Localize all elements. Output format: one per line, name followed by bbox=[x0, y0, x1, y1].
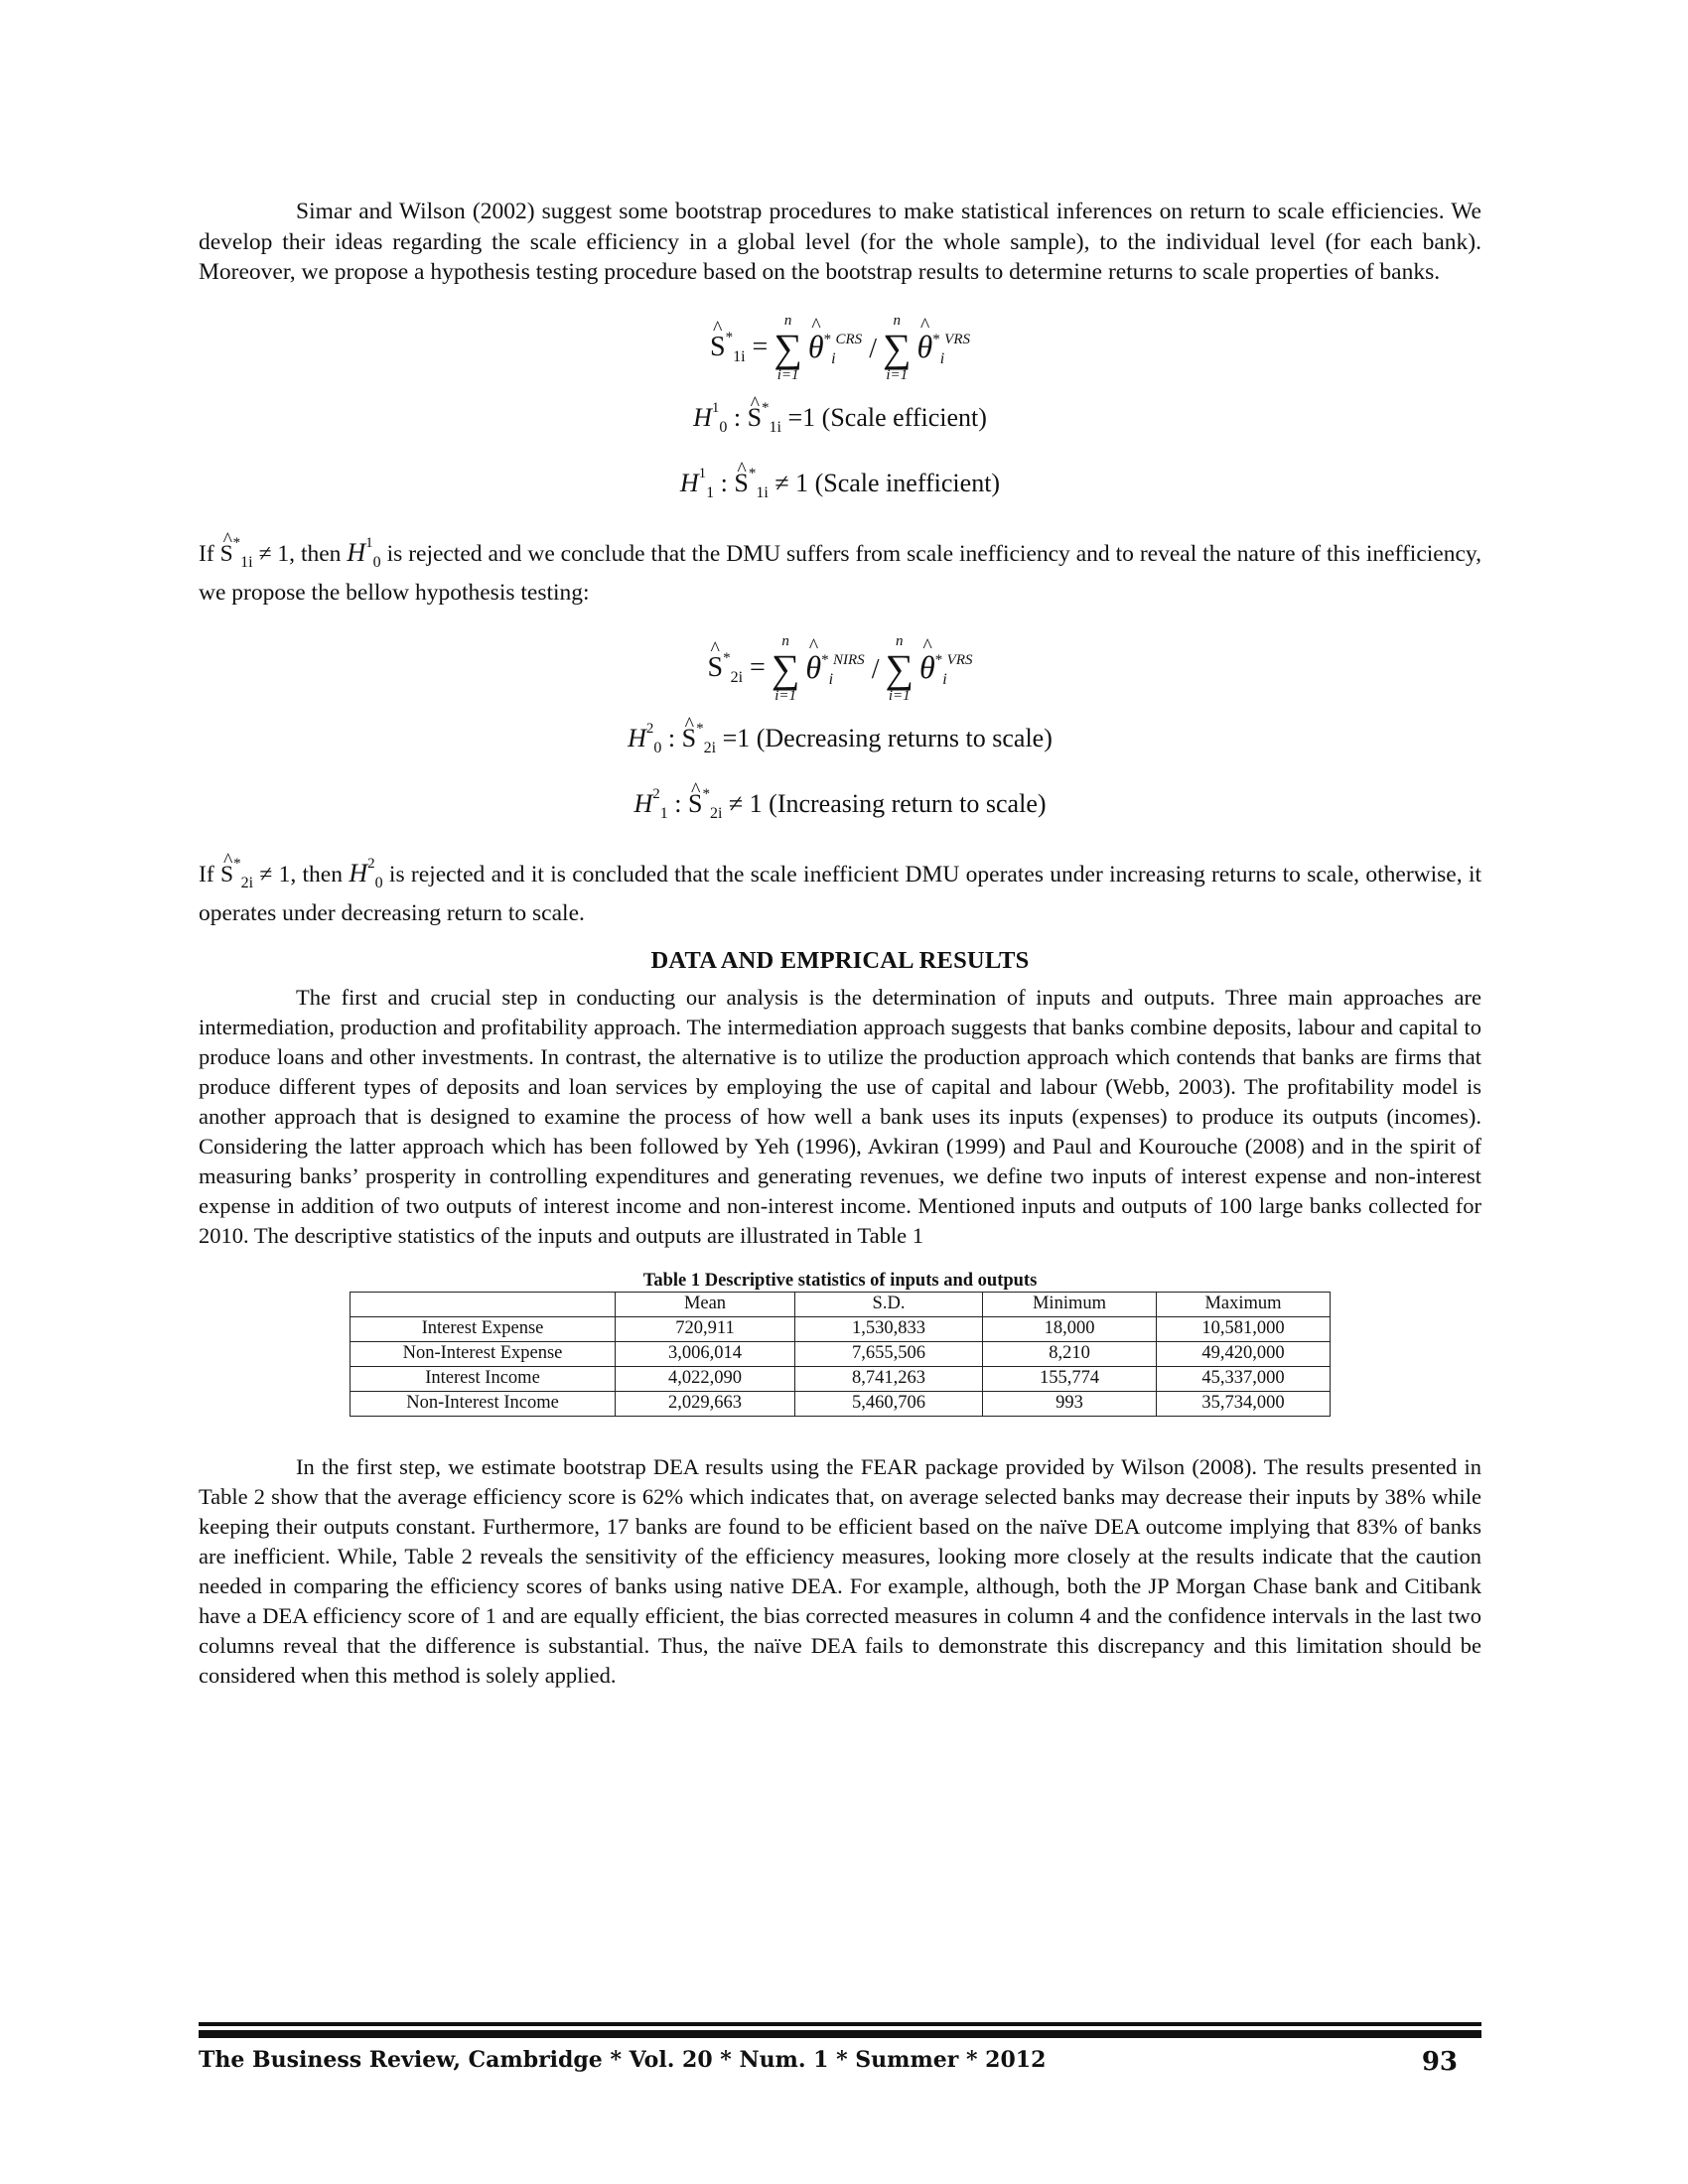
table-cell: 35,734,000 bbox=[1157, 1391, 1331, 1416]
text-then: ≠ 1, then bbox=[258, 540, 342, 567]
h-sup: 2 bbox=[645, 720, 654, 737]
equation-scale-efficiency-2: ^ $S^*_{2i}$ = n ∑ i=1 ^ $\theta^*_i^{NIRS}$ / n ∑ i=1 ^ $\theta^*_i^{VRS}$ bbox=[199, 634, 1481, 704]
eq1-lower-limit: i=1 bbox=[776, 366, 799, 383]
table-cell: 8,210 bbox=[983, 1341, 1157, 1366]
table-header-cell: S.D. bbox=[795, 1292, 983, 1316]
paragraph-rejection-1: If ^ $S^*_{1i} \ne 1$, then $H^1_0$ is rejected and we conclude that the DMU suffers from scale inefficiency and to reveal the nature of this inefficiency, we propose the bellow hypothesis testing: bbox=[199, 528, 1481, 609]
summation-denominator-2: n ∑ i=1 bbox=[885, 632, 914, 704]
table-cell: 49,420,000 bbox=[1157, 1341, 1331, 1366]
text-then: ≠ 1, then bbox=[259, 861, 343, 887]
s-sub: 1i bbox=[769, 418, 781, 436]
eq1-upper-limit-2: n bbox=[893, 312, 901, 329]
paragraph-data: The first and crucial step in conducting our analysis is the determination of inputs and outputs. Three main approaches are intermediation, production and profitability approach. The intermediation approach suggests that banks combine deposits, labour and capital to produce loans and other investments. In contrast, the alternative is to utilize the production approach which contends that banks are firms that produce different types of deposits and loan services by employing the use of capital and labour (Webb, 2003). The profitability model is another approach that is designed to examine the process of how well a bank uses its inputs (expenses) to produce its outputs (incomes). Considering the latter approach which has been followed by Yeh (1996), Avkiran (1999) and Paul and Kourouche (2008) and in the spirit of measuring banks’ prosperity in controlling expenditures and generating revenues, we define two inputs of interest expense and non-interest expense in addition of two outputs of interest income and non-interest income. Mentioned inputs and outputs of 100 large banks collected for 2010. The descriptive statistics of the inputs and outputs are illustrated in Table 1 bbox=[199, 984, 1481, 1248]
eq1-vrs-label: VRS bbox=[944, 331, 970, 347]
section-heading: DATA AND EMPRICAL RESULTS bbox=[650, 946, 1030, 974]
table-header-cell: Mean bbox=[616, 1292, 795, 1316]
table-header-row bbox=[351, 1292, 1331, 1316]
s-hat-symbol: ^ S bbox=[710, 332, 726, 363]
hypothesis-h1-1: $H^1_1$ : ^ $S^*_{1i} \ne 1$ (Scale inefficient) bbox=[199, 451, 1481, 516]
table-cell: 155,774 bbox=[983, 1366, 1157, 1391]
eq1-theta-sup: * bbox=[823, 331, 832, 347]
equation-scale-efficiency-1: ^ $S^*_{1i}$ = n ∑ i=1 ^ $\theta^*_i^{CRS}$ / n ∑ i=1 ^ $\theta^*_i^{VRS}$ bbox=[199, 314, 1481, 383]
table-cell: Non-Interest Expense bbox=[351, 1341, 616, 1366]
text-if: If bbox=[199, 861, 214, 887]
h-sub: 1 bbox=[659, 804, 668, 822]
h-sub: 0 bbox=[719, 418, 728, 436]
eq2-nirs-label: NIRS bbox=[833, 651, 865, 668]
eq1-lower-limit-2: i=1 bbox=[886, 366, 909, 383]
page-body bbox=[199, 197, 1481, 1691]
s-sub: 2i bbox=[709, 804, 723, 822]
paragraph-results: In the first step, we estimate bootstrap DEA results using the FEAR package provided by Wilson (2008). The results presented in Table 2 show that the average efficiency score is 62% which indicates that, on average selected banks may decrease their inputs by 38% while keeping their outputs constant. Furthermore, 17 banks are found to be efficient based on the naïve DEA outcome implying that 83% of banks are inefficient. While, Table 2 reveals the sensitivity of the efficiency measures, looking more closely at the results indicate that the caution needed in comparing the efficiency scores of banks using native DEA. For example, although, both the JP Morgan Chase bank and Citibank have a DEA efficiency score of 1 and are equally efficient, the bias corrected measures in column 4 and the confidence intervals in the last two columns reveal that the difference is substantial. Thus, the naïve DEA fails to demonstrate this discrepancy and this limitation should be considered when this method is solely applied. bbox=[199, 1453, 1481, 1688]
page-number: 93 bbox=[1421, 2047, 1458, 2077]
eq2-upper-limit: n bbox=[781, 632, 789, 649]
table-caption: Table 1 Descriptive statistics of inputs and outputs bbox=[642, 1270, 1038, 1291]
table-cell: 1,530,833 bbox=[795, 1316, 983, 1341]
table-cell: 8,741,263 bbox=[795, 1366, 983, 1391]
table-row bbox=[351, 1366, 1331, 1391]
eq1-upper-limit: n bbox=[783, 312, 792, 329]
hypothesis-h2-0: $H^2_0$ : ^ $S^*_{2i} =1$ (Decreasing returns to scale) bbox=[199, 706, 1481, 771]
table-1 bbox=[199, 1271, 1481, 1417]
eq1-lhs-sup: * bbox=[725, 330, 734, 345]
eq1-theta-sub: i bbox=[831, 349, 836, 367]
eq1-crs-label: CRS bbox=[835, 331, 863, 347]
paragraph-intro: Simar and Wilson (2002) suggest some bootstrap procedures to make statistical inferences on return to scale efficiencies. We develop their ideas regarding the scale efficiency in a global level (for the whole sample), to the individual level (for each bank). Moreover, we propose a hypothesis testing procedure based on the bootstrap results to determine returns to scale properties of banks. bbox=[199, 199, 1481, 285]
text-conclusion: is rejected and it is concluded that the scale inefficient DMU operates under increasing returns to scale, otherwise, it operates under decreasing return to scale. bbox=[199, 861, 1482, 926]
hypothesis-text: =1 (Decreasing returns to scale) bbox=[722, 723, 1053, 752]
text-if: If bbox=[199, 540, 214, 567]
table-cell: 10,581,000 bbox=[1157, 1316, 1331, 1341]
table-cell: 5,460,706 bbox=[795, 1391, 983, 1416]
hypothesis-text: ≠ 1 (Increasing return to scale) bbox=[728, 788, 1047, 818]
table-header-cell bbox=[351, 1292, 616, 1316]
eq2-lower-limit-2: i=1 bbox=[888, 687, 911, 704]
eq1-theta-sup-2: * bbox=[932, 331, 940, 347]
table-row bbox=[351, 1391, 1331, 1416]
table-row bbox=[351, 1341, 1331, 1366]
hypothesis-set-1 bbox=[199, 385, 1481, 516]
eq2-vrs-label: VRS bbox=[946, 651, 973, 668]
eq1-theta-sub-2: i bbox=[939, 349, 945, 367]
table-cell: 720,911 bbox=[616, 1316, 795, 1341]
table-cell: 45,337,000 bbox=[1157, 1366, 1331, 1391]
table-cell: 18,000 bbox=[983, 1316, 1157, 1341]
table-header-cell: Maximum bbox=[1157, 1292, 1331, 1316]
summation-numerator-2: n ∑ i=1 bbox=[771, 632, 800, 704]
table-row bbox=[351, 1316, 1331, 1341]
eq2-upper-limit-2: n bbox=[895, 632, 904, 649]
table-cell: 993 bbox=[983, 1391, 1157, 1416]
h-sub: 1 bbox=[706, 483, 715, 501]
hypothesis-h1-0: $H^1_0$ : ^ $S^*_{1i} =1$ (Scale efficient) bbox=[199, 385, 1481, 451]
table-cell: Interest Income bbox=[351, 1366, 616, 1391]
eq2-lower-limit: i=1 bbox=[774, 687, 796, 704]
text-conclusion: is rejected and we conclude that the DMU suffers from scale inefficiency and to reveal the nature of this inefficiency, we propose the bellow hypothesis testing: bbox=[199, 540, 1481, 606]
h-label: H bbox=[679, 468, 699, 497]
table-cell: Interest Expense bbox=[351, 1316, 616, 1341]
summation-numerator: n ∑ i=1 bbox=[774, 312, 802, 383]
table-cell: 2,029,663 bbox=[616, 1391, 795, 1416]
table-cell: 3,006,014 bbox=[616, 1341, 795, 1366]
s-sub: 1i bbox=[756, 483, 769, 501]
h-sup: 1 bbox=[711, 399, 720, 416]
eq1-lhs-sub: 1i bbox=[733, 348, 746, 365]
hypothesis-text: =1 (Scale efficient) bbox=[787, 402, 987, 432]
footer-rule-thin bbox=[199, 2022, 1481, 2026]
h-sup: 2 bbox=[652, 785, 660, 802]
eq2-lhs-sub: 2i bbox=[730, 669, 744, 686]
table-cell: Non-Interest Income bbox=[351, 1391, 616, 1416]
table-header-cell: Minimum bbox=[983, 1292, 1157, 1316]
journal-citation: The Business Review, Cambridge * Vol. 20 * Num. 1 * Summer * 2012 bbox=[199, 2047, 1047, 2073]
footer-rule-thick bbox=[199, 2030, 1481, 2038]
s-sub: 2i bbox=[703, 739, 717, 756]
hypothesis-text: ≠ 1 (Scale inefficient) bbox=[774, 468, 1001, 497]
descriptive-stats-table bbox=[350, 1292, 1331, 1417]
paragraph-rejection-2: If ^ $S^*_{2i} \ne 1$, then $H^2_0$ is rejected and it is concluded that the scale inefficient DMU operates under increasing returns to scale, otherwise, it operates under decreasing return to scale. bbox=[199, 849, 1481, 929]
table-cell: 4,022,090 bbox=[616, 1366, 795, 1391]
hypothesis-h2-1: $H^2_1$ : ^ $S^*_{2i} \ne 1$ (Increasing return to scale) bbox=[199, 771, 1481, 837]
summation-denominator: n ∑ i=1 bbox=[882, 312, 912, 383]
hypothesis-set-2 bbox=[199, 706, 1481, 837]
h-sub: 0 bbox=[653, 739, 662, 756]
h-label: H bbox=[693, 402, 712, 432]
h-sup: 1 bbox=[698, 465, 707, 481]
table-cell: 7,655,506 bbox=[795, 1341, 983, 1366]
